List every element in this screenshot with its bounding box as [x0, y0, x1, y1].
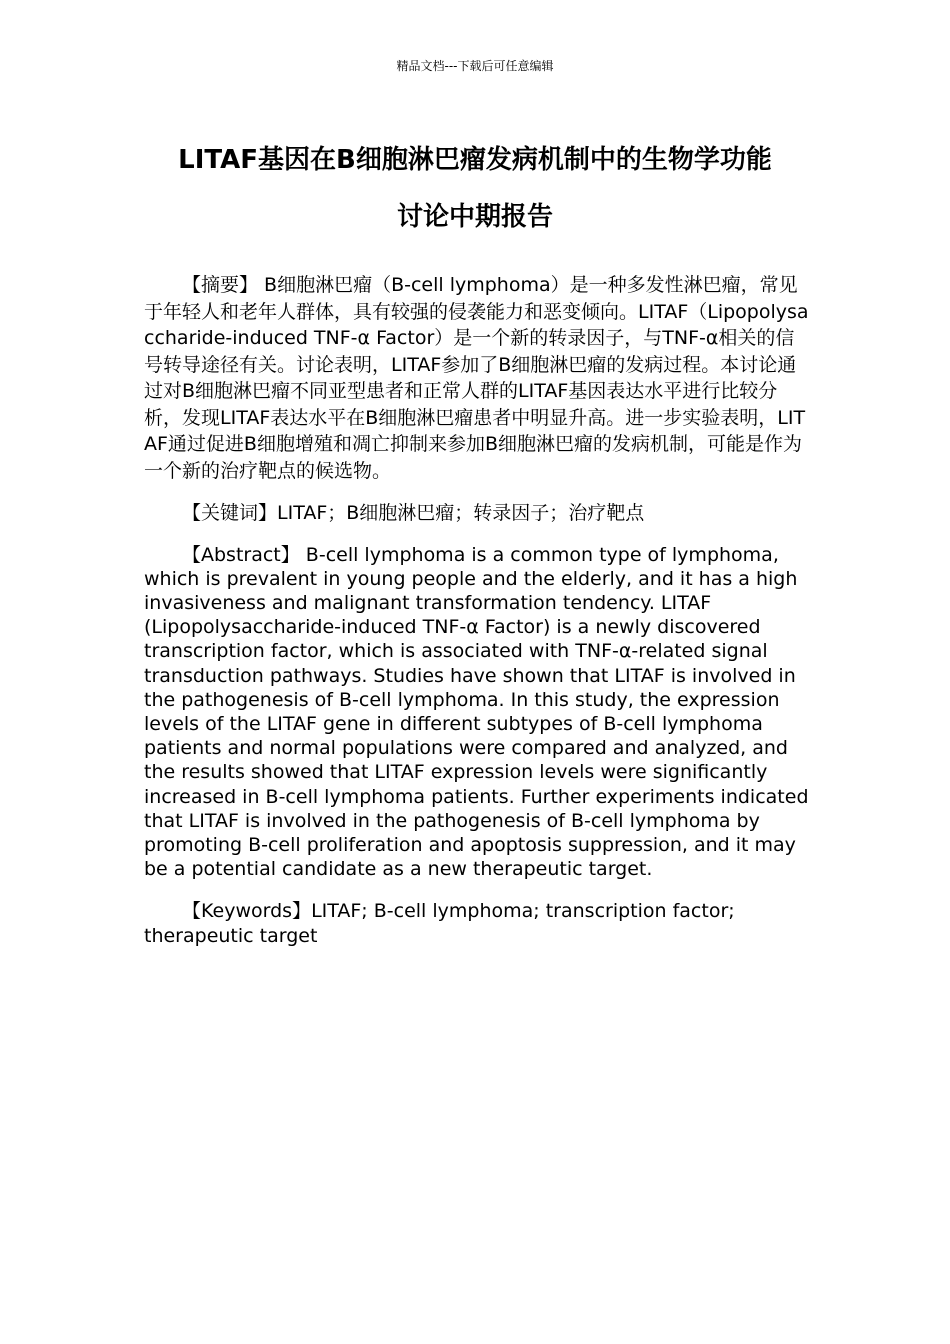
- abstract-en-label: 【Abstract】: [182, 543, 300, 566]
- keywords-cn: [144, 500, 812, 527]
- page-header-note: 精品文档---下载后可任意编辑: [396, 59, 554, 73]
- document-title: [100, 132, 850, 246]
- keywords-cn-text: LITAF；B细胞淋巴瘤；转录因子；治疗靶点: [277, 502, 645, 524]
- document-body: [144, 272, 812, 948]
- keywords-cn-label: 【关键词】: [182, 502, 278, 524]
- abstract-cn: [144, 272, 812, 484]
- abstract-cn-label: 【摘要】: [182, 274, 259, 296]
- abstract-cn-text: B细胞淋巴瘤（B-cell lymphoma）是一种多发性淋巴瘤，常见于年轻人和老年人群体，具有较强的侵袭能力和恶变倾向。LITAF（Lipopolysaccharide-induced TNF-α Factor）是一个新的转录因子，与TNF-α相关的信号转导途径有关。讨论表明，LITAF参加了B细胞淋巴瘤的发病过程。本讨论通过对B细胞淋巴瘤不同亚型患者和正常人群的LITAF基因表达水平进行比较分析，发现LITAF表达水平在B细胞淋巴瘤患者中明显升高。进一步实验表明，LITAF通过促进B细胞增殖和凋亡抑制来参加B细胞淋巴瘤的发病机制，可能是作为一个新的治疗靶点的候选物。: [144, 274, 809, 482]
- keywords-en-label: 【Keywords】: [182, 900, 312, 923]
- keywords-en: [144, 899, 812, 947]
- abstract-en-text: B-cell lymphoma is a common type of lymphoma, which is prevalent in young people and the elderly, and it has a high invasiveness and malignant transformation tendency. LITAF (Lipopolysaccharide-induced TNF-α Factor) is a newly discovered transcription factor, which is associated with TNF-α-related signal transduction pathways. Studies have shown that LITAF is involved in the pathogenesis of B-cell lymphoma. In this study, the expression levels of the LITAF gene in different subtypes of B-cell lymphoma patients and normal populations were compared and analyzed, and the results showed that LITAF expression levels were significantly increased in B-cell lymphoma patients. Further experiments indicated that LITAF is involved in the pathogenesis of B-cell lymphoma by promoting B-cell proliferation and apoptosis suppression, and it may be a potential candidate as a new therapeutic target.: [144, 543, 809, 881]
- title-line-2: 讨论中期报告: [396, 202, 553, 232]
- abstract-en: [144, 543, 812, 882]
- title-line-1: LITAF基因在B细胞淋巴瘤发病机制中的生物学功能: [178, 145, 772, 175]
- keywords-en-text: LITAF; B-cell lymphoma; transcription factor; therapeutic target: [144, 900, 735, 947]
